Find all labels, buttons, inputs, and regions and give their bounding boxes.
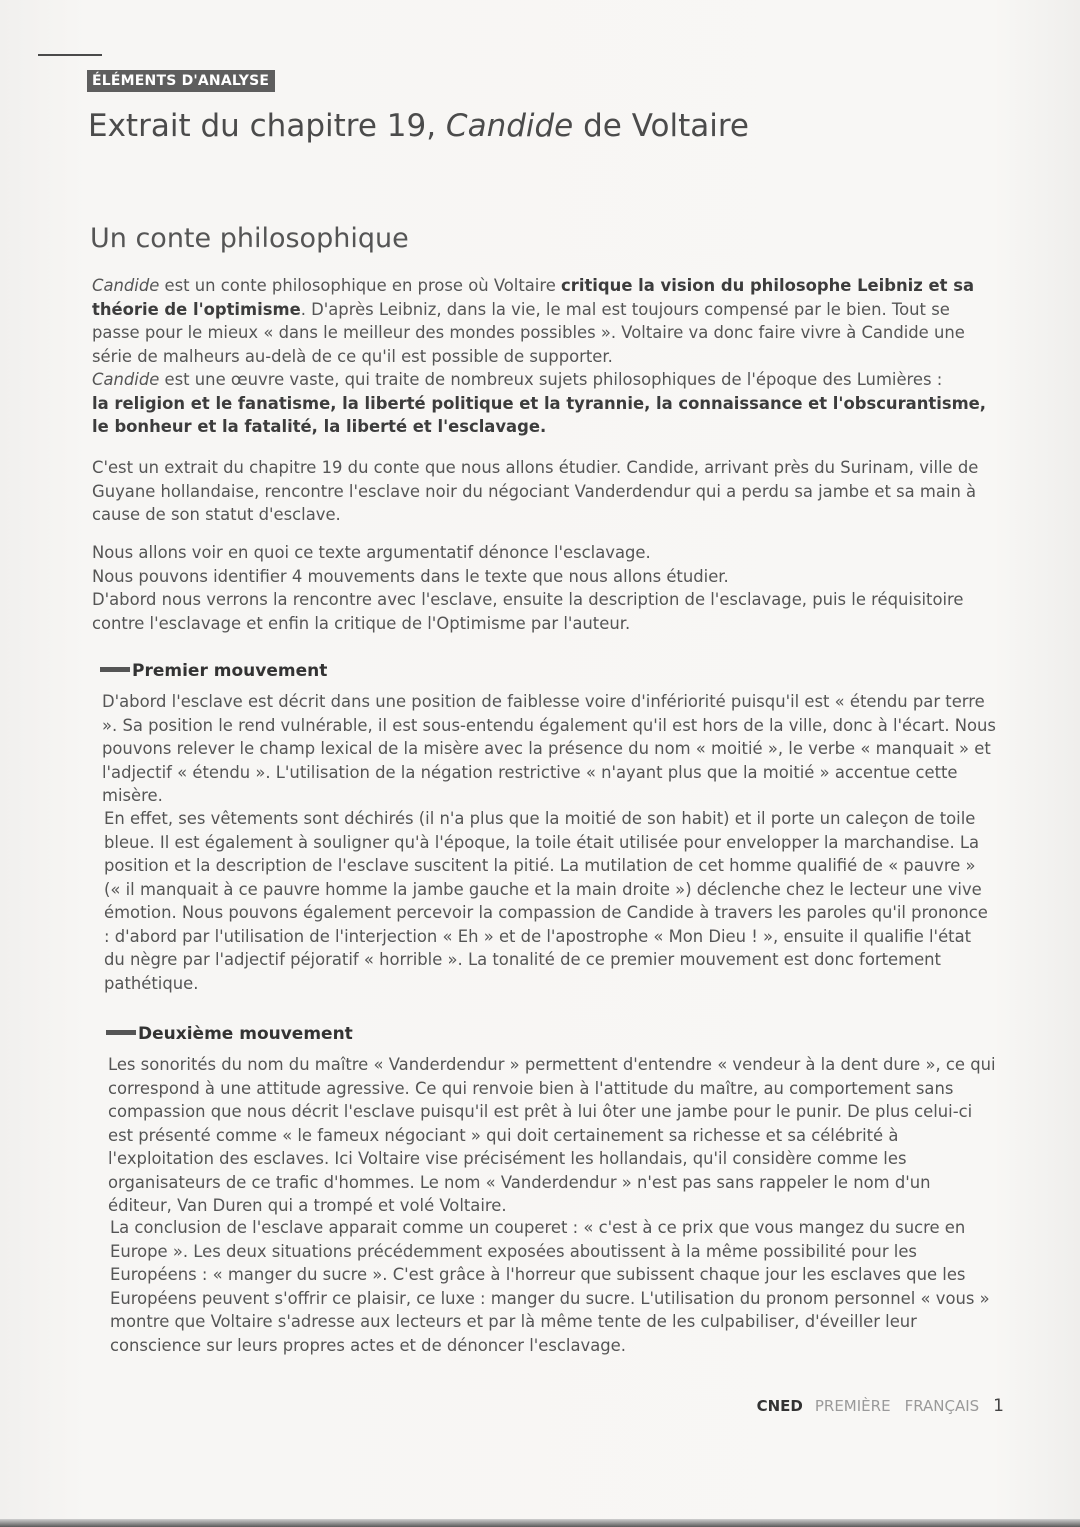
movement-1-heading: [100, 660, 327, 682]
movement-1-heading-text: Premier mouvement: [132, 661, 328, 681]
section-badge: ÉLÉMENTS D'ANALYSE: [87, 70, 275, 92]
movement-1-paragraph-2: En effet, ses vêtements sont déchirés (il n'a plus que la moitié de son habit) et il porte un caleçon de toile bleue. Il est également à souligner qu'à l'époque, la toile était utilisée pour envelopper la marchandise. La position et la description de l'esclave suscitent la pitié. La mutilation de cet homme qualifié de « pauvre » (« il manquait à ce pauvre homme la jambe gauche et la main droite ») déclenche chez le lecteur une vive émotion. Nous pouvons également percevoir la compassion de Candide à travers les paroles qu'il prononce : d'abord par l'utilisation de l'interjection « Eh » et de l'apostrophe « Mon Dieu ! », ensuite il qualifie l'état du nègre par l'adjectif péjoratif « horrible ». La tonalité de ce premier mouvement est donc fortement pathétique.: [104, 809, 988, 993]
movement-2-paragraph-2: La conclusion de l'esclave apparait comme un couperet : « c'est à ce prix que vous mangez du sucre en Europe ». Les deux situations précédemment exposées aboutissent à la même possibilité pour les Européens : « manger du sucre ». C'est grâce à l'horreur que subissent chaque jour les esclaves que les Européens peuvent s'offrir ce plaisir, ce luxe : manger du sucre. L'utilisation du pronom personnel « vous » montre que Voltaire s'adresse aux lecteurs et par là même tente de les culpabiliser, d'éveiller leur conscience sur leurs propres actes et de dénoncer l'esclavage.: [110, 1218, 990, 1355]
title-work: Candide: [445, 108, 574, 144]
section-title: Un conte philosophique: [90, 223, 409, 254]
title-prefix: Extrait du chapitre 19,: [88, 108, 446, 144]
page-footer: [757, 1395, 1004, 1417]
title-suffix: de Voltaire: [573, 108, 750, 144]
movement-2-heading: [106, 1023, 353, 1045]
movement-2-heading-text: Deuxième mouvement: [138, 1024, 353, 1044]
heading-bar: [106, 1030, 136, 1035]
page-number: 1: [993, 1396, 1004, 1416]
top-rule: [38, 54, 102, 56]
intro-line: Nous pouvons identifier 4 mouvements dans le texte que nous allons étudier.: [92, 566, 729, 586]
page-title: [88, 104, 988, 148]
intro-work-name: Candide: [92, 370, 160, 389]
footer-brand: CNED: [756, 1397, 803, 1415]
intro-line: Nous allons voir en quoi ce texte argumentatif dénonce l'esclavage.: [92, 543, 651, 562]
footer-level: PREMIÈRE: [814, 1397, 891, 1415]
movement-2-paragraph-1: Les sonorités du nom du maître « Vanderdendur » permettent d'entendre « vendeur à la dent dure », ce qui correspond à une attitude agressive. Ce qui renvoie bien à l'attitude du maître, au comportement sans compassion que nous décrit l'esclave puisqu'il est prêt à lui ôter une jambe pour le punir. De plus celui-ci est présenté comme « le fameux négociant » qui doit certainement sa richesse et sa célébrité à l'exploitation des esclaves. Ici Voltaire vise précisément les hollandais, qu'il considère comme les organisateurs de ce trafic d'hommes. Le nom « Vanderdendur » n'est pas sans rappeler le nom d'un éditeur, Van Duren qui a trompé et volé Voltaire.: [108, 1055, 996, 1215]
intro-bold-text: critique la vision du philosophe Leibniz et sa théorie de l'optimisme: [92, 276, 975, 319]
movement-1-paragraph-1: D'abord l'esclave est décrit dans une position de faiblesse voire d'infériorité puisqu'il est « étendu par terre ». Sa position le rend vulnérable, il est sous-entendu également qu'il est hors de la ville, donc à l'écart. Nous pouvons relever le champ lexical de la misère avec la présence du nom « moitié », le verbe « manquait » et l'adjectif « étendu ». L'utilisation de la négation restrictive « n'ayant plus que la moitié » accentue cette misère.: [102, 692, 996, 805]
intro-paragraph-1: [92, 274, 997, 439]
intro-text: est un conte philosophique en prose où Voltaire: [159, 276, 562, 295]
intro-paragraph-3: [92, 541, 997, 635]
intro-work-name: Candide: [92, 276, 160, 295]
intro-text: . D'après Leibniz, dans la vie, le mal est toujours compensé par le bien. Tout se passe pour le mieux « dans le meilleur des mondes possibles ». Voltaire va donc faire vivre à Candide une série de malheurs au-delà de ce qu'il est possible de supporter.: [92, 299, 965, 366]
heading-bar: [100, 667, 130, 672]
intro-themes: la religion et le fanatisme, la liberté politique et la tyrannie, la connaissance et l'obscurantisme, le bonheur et la fatalité, la liberté et l'esclavage.: [92, 393, 987, 436]
scan-bottom-edge: [0, 1519, 1080, 1527]
intro-text: est une œuvre vaste, qui traite de nombreux sujets philosophiques de l'époque des Lumières :: [159, 370, 943, 389]
intro-paragraph-2: C'est un extrait du chapitre 19 du conte que nous allons étudier. Candide, arrivant près du Surinam, ville de Guyane hollandaise, rencontre l'esclave noir du négociant Vanderdendur qui a perdu sa jambe et sa main à cause de son statut d'esclave.: [92, 458, 979, 524]
footer-subject: FRANÇAIS: [904, 1397, 980, 1415]
intro-line: D'abord nous verrons la rencontre avec l'esclave, ensuite la description de l'esclavage, puis le réquisitoire contre l'esclavage et enfin la critique de l'Optimisme par l'auteur.: [92, 590, 964, 633]
